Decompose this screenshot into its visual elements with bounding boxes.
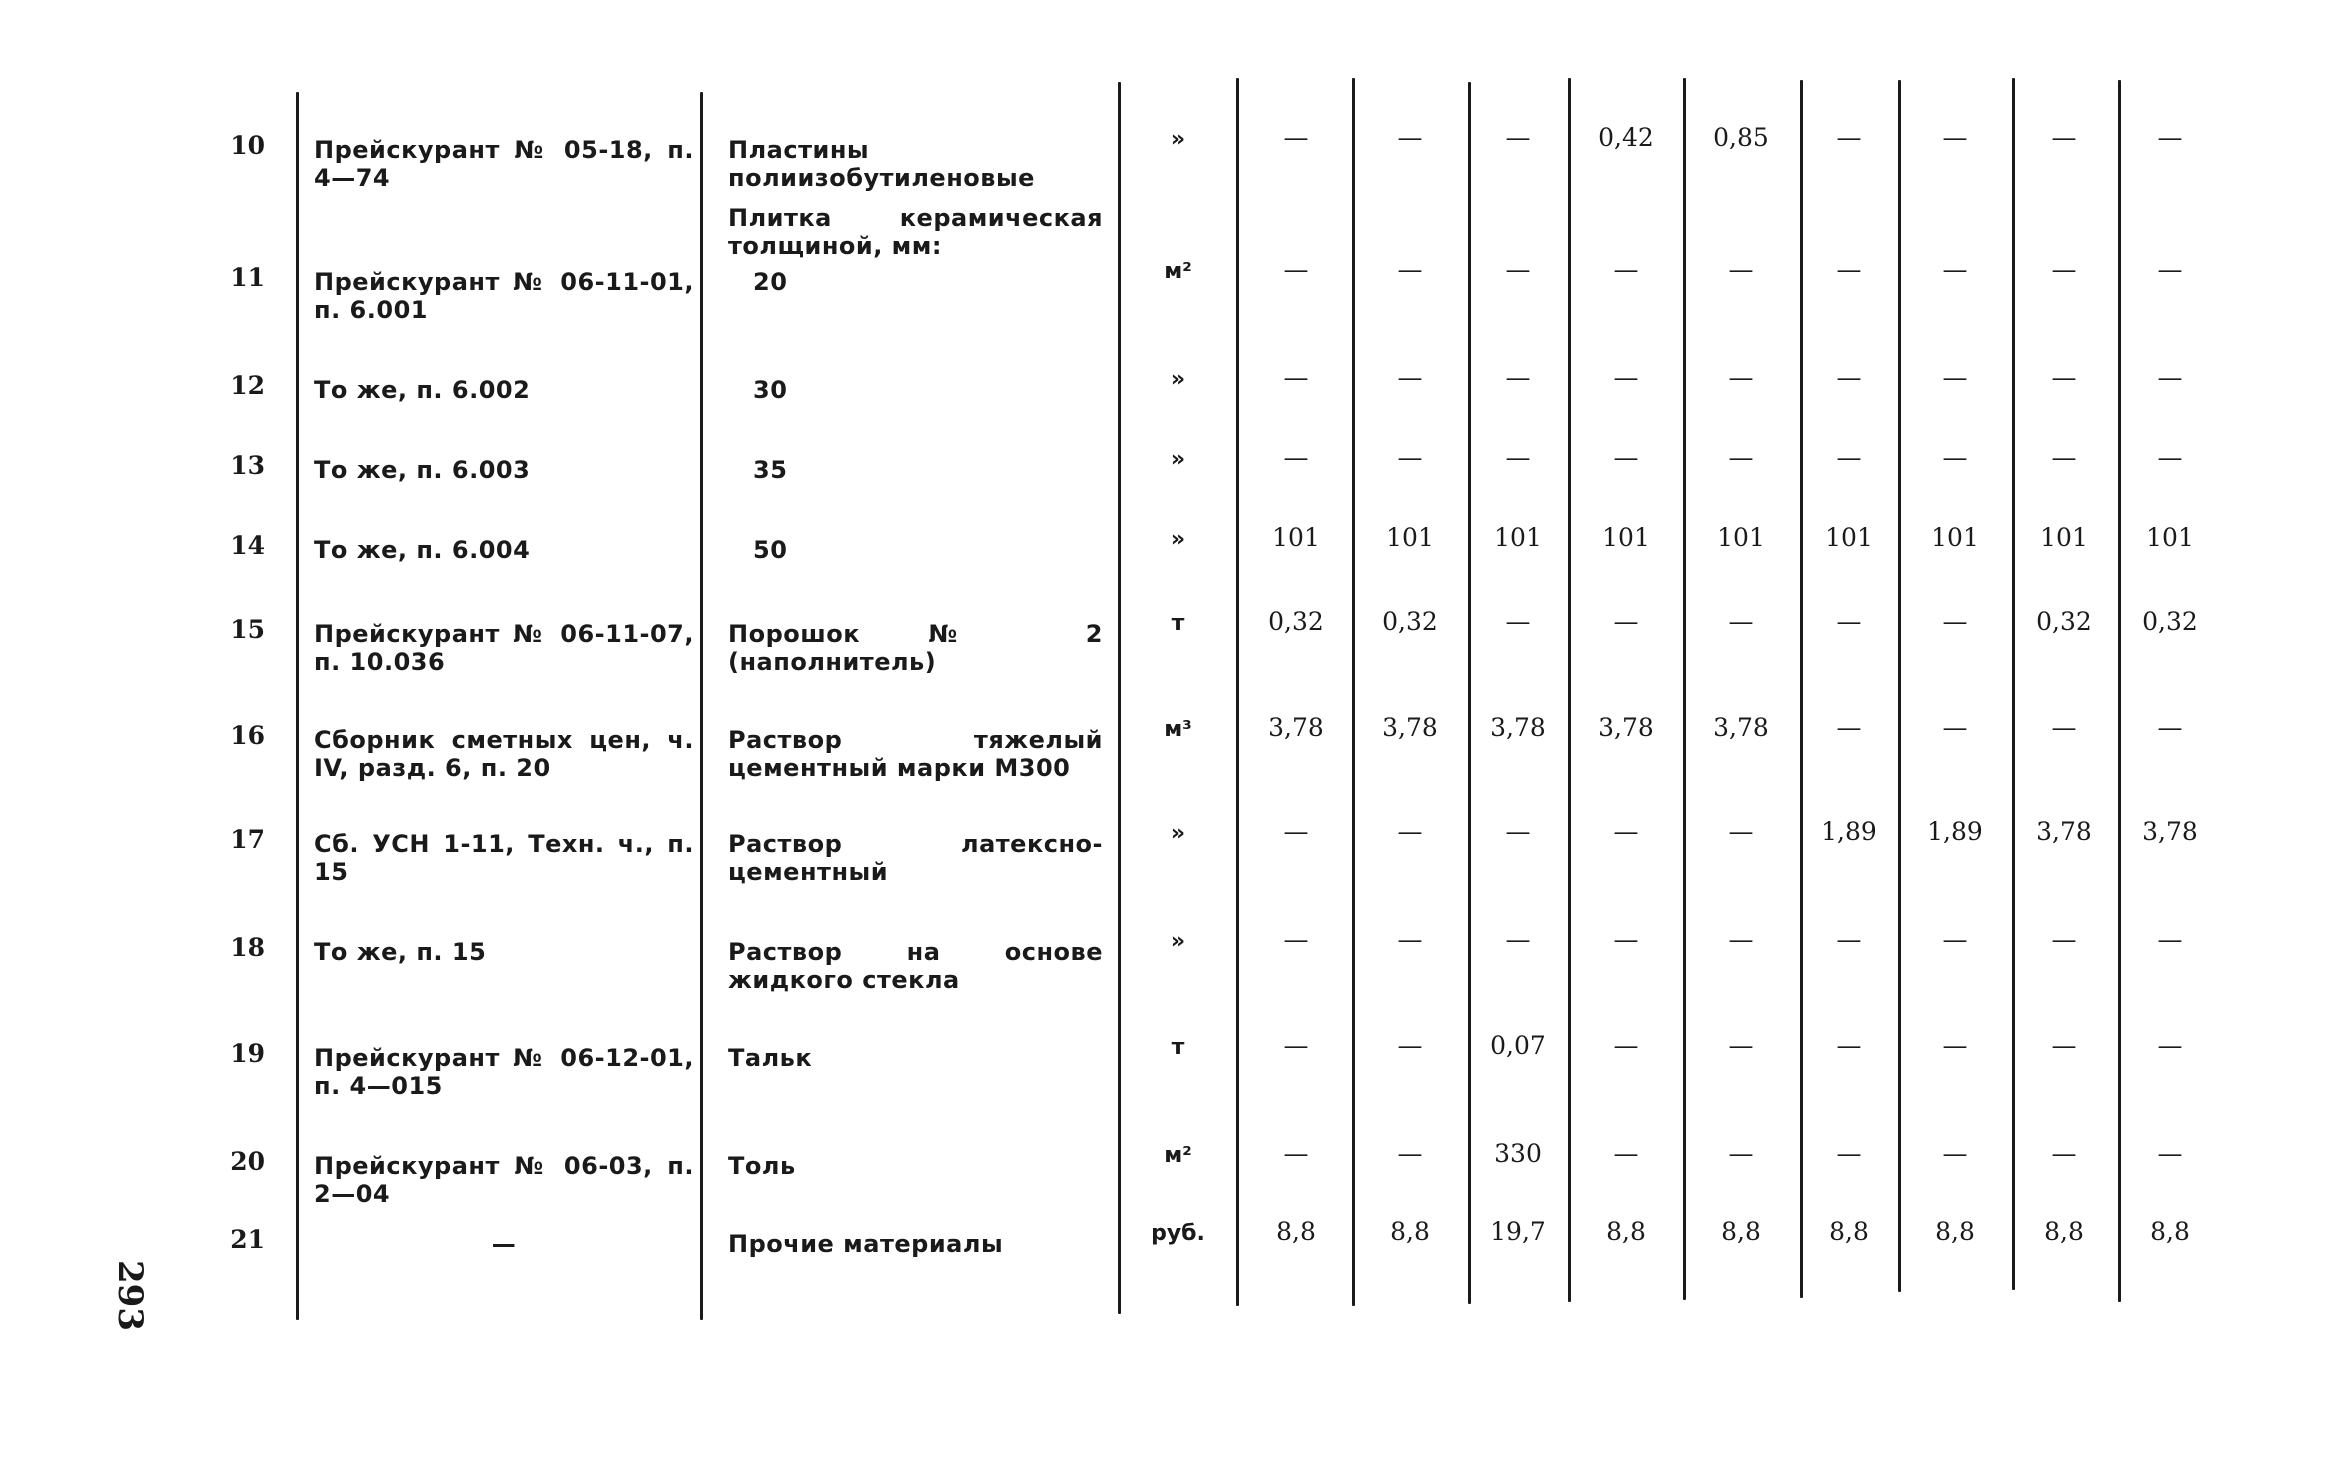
row-value: — <box>1397 1031 1423 1060</box>
row-value: — <box>1942 363 1968 392</box>
row-source: Сб. УСН 1-11, Техн. ч., п. 15 <box>314 830 694 886</box>
row-source: Сборник сметных цен, ч. IV, разд. 6, п. 20 <box>314 726 694 782</box>
row-value: — <box>1613 443 1639 472</box>
row-value: 0,85 <box>1713 123 1769 152</box>
row-number: 13 <box>230 451 265 480</box>
row-value: 3,78 <box>1490 713 1546 742</box>
row-value: — <box>1836 925 1862 954</box>
row-unit: м³ <box>1164 717 1192 742</box>
row-source: То же, п. 15 <box>314 938 487 966</box>
row-value: 1,89 <box>1927 817 1983 846</box>
row-unit: » <box>1170 527 1186 552</box>
row-value: 8,8 <box>1606 1217 1646 1246</box>
row-number: 15 <box>230 615 265 644</box>
row-value: — <box>1728 255 1754 284</box>
row-value: — <box>1836 713 1862 742</box>
row-value: 3,78 <box>1268 713 1324 742</box>
row-number: 10 <box>230 131 265 160</box>
row-value: — <box>2051 123 2077 152</box>
row-value: — <box>1942 443 1968 472</box>
rule-source <box>700 92 703 1320</box>
rule-col7 <box>2012 78 2015 1290</box>
row-material: Прочие материалы <box>728 1230 1004 1258</box>
row-value: — <box>1836 123 1862 152</box>
row-value: — <box>2051 443 2077 472</box>
row-value: — <box>1836 1031 1862 1060</box>
row-value: — <box>1942 123 1968 152</box>
row-value: — <box>1942 1139 1968 1168</box>
row-number: 21 <box>230 1225 265 1254</box>
row-value: 3,78 <box>2142 817 2198 846</box>
row-value: — <box>1728 607 1754 636</box>
row-value: — <box>1505 607 1531 636</box>
row-value: 0,42 <box>1598 123 1654 152</box>
row-value: 0,32 <box>2036 607 2092 636</box>
row-value: — <box>1728 925 1754 954</box>
row-value: 3,78 <box>1713 713 1769 742</box>
row-value: — <box>1942 713 1968 742</box>
row-value: — <box>1283 363 1309 392</box>
row-material: Толь <box>728 1152 796 1180</box>
rule-material <box>1118 82 1121 1314</box>
row-value: — <box>1836 607 1862 636</box>
row-number: 17 <box>230 825 265 854</box>
row-material: 30 <box>753 376 788 404</box>
row-value: 0,32 <box>2142 607 2198 636</box>
row-value: — <box>2157 363 2183 392</box>
row-value: — <box>1728 363 1754 392</box>
row-material: Порошок № 2 (наполнитель) <box>728 620 1103 676</box>
rule-col4 <box>1683 78 1686 1300</box>
row-value: — <box>1836 363 1862 392</box>
row-value: 101 <box>1386 523 1434 552</box>
row-number: 14 <box>230 531 265 560</box>
row-number: 19 <box>230 1039 265 1068</box>
row-value: 101 <box>1494 523 1542 552</box>
row-value: — <box>2051 363 2077 392</box>
row-material: Раствор латексно-цементный <box>728 830 1103 886</box>
row-value: — <box>1613 607 1639 636</box>
row-value: 101 <box>1602 523 1650 552</box>
row-value: — <box>2157 255 2183 284</box>
row-value: — <box>1613 1031 1639 1060</box>
rule-col8 <box>2118 80 2121 1302</box>
rule-col5 <box>1800 80 1803 1298</box>
row-value: — <box>2157 443 2183 472</box>
row-value: — <box>1728 443 1754 472</box>
row-value: 101 <box>1272 523 1320 552</box>
rule-unit <box>1236 78 1239 1306</box>
row-material: 50 <box>753 536 788 564</box>
row-value: 8,8 <box>1390 1217 1430 1246</box>
row-value: — <box>1397 817 1423 846</box>
row-number: 11 <box>230 263 265 292</box>
row-value: 8,8 <box>2044 1217 2084 1246</box>
rule-col3 <box>1568 78 1571 1302</box>
row-unit: м² <box>1164 1143 1192 1168</box>
row-value: 8,8 <box>1829 1217 1869 1246</box>
row-unit: » <box>1170 127 1186 152</box>
row-value: 101 <box>2040 523 2088 552</box>
row-value: — <box>1397 443 1423 472</box>
row-value: 101 <box>2146 523 2194 552</box>
row-value: — <box>1942 607 1968 636</box>
row-value: — <box>1505 123 1531 152</box>
row-value: 8,8 <box>2150 1217 2190 1246</box>
row-value: — <box>2157 925 2183 954</box>
row-value: — <box>2051 925 2077 954</box>
row-number: 20 <box>230 1147 265 1176</box>
row-value: 0,07 <box>1490 1031 1546 1060</box>
row-source: Прейскурант № 05-18, п. 4—74 <box>314 136 694 192</box>
row-value: — <box>1613 255 1639 284</box>
row-value: — <box>1505 255 1531 284</box>
row-source: Прейскурант № 06-03, п. 2—04 <box>314 1152 694 1208</box>
row-value: — <box>1942 255 1968 284</box>
row-value: — <box>1283 1031 1309 1060</box>
row-material: Раствор тяжелый цементный марки М300 <box>728 726 1103 782</box>
row-unit: м² <box>1164 259 1192 284</box>
row-source: То же, п. 6.004 <box>314 536 531 564</box>
row-value: 8,8 <box>1721 1217 1761 1246</box>
row-value: — <box>1613 817 1639 846</box>
row-value: — <box>1283 1139 1309 1168</box>
row-value: — <box>1728 1139 1754 1168</box>
row-value: 330 <box>1494 1139 1542 1168</box>
rule-left <box>296 92 299 1320</box>
row-material: Раствор на основе жидкого стекла <box>728 938 1103 994</box>
row-value: — <box>2051 255 2077 284</box>
row-source: То же, п. 6.002 <box>314 376 531 404</box>
row-value: — <box>1505 817 1531 846</box>
page-number: 293 <box>110 1260 150 1331</box>
rule-col1 <box>1352 78 1355 1306</box>
row-source: Прейскурант № 06-11-01, п. 6.001 <box>314 268 694 324</box>
row-value: — <box>1836 1139 1862 1168</box>
row-value: 101 <box>1717 523 1765 552</box>
row-value: — <box>1613 363 1639 392</box>
row-value: — <box>2051 1139 2077 1168</box>
row-value: — <box>1397 123 1423 152</box>
row-value: 8,8 <box>1276 1217 1316 1246</box>
row-number: 12 <box>230 371 265 400</box>
row-value: 3,78 <box>1382 713 1438 742</box>
row-unit: руб. <box>1151 1221 1205 1246</box>
row-value: — <box>2157 713 2183 742</box>
row-value: — <box>1283 817 1309 846</box>
row-number: 18 <box>230 933 265 962</box>
row-value: — <box>2051 713 2077 742</box>
row-value: — <box>1505 925 1531 954</box>
row-source: — <box>491 1230 517 1258</box>
row-unit: » <box>1170 447 1186 472</box>
row-source: Прейскурант № 06-12-01, п. 4—015 <box>314 1044 694 1100</box>
row-value: — <box>1613 1139 1639 1168</box>
row-number: 16 <box>230 721 265 750</box>
row-value: — <box>1505 363 1531 392</box>
row-material-heading: Плитка керамическая толщиной, мм: <box>728 204 1103 260</box>
row-value: — <box>1397 363 1423 392</box>
row-value: — <box>2051 1031 2077 1060</box>
row-value: 101 <box>1931 523 1979 552</box>
row-value: — <box>1397 925 1423 954</box>
row-value: 3,78 <box>2036 817 2092 846</box>
row-unit: » <box>1170 821 1186 846</box>
row-unit: т <box>1171 611 1185 636</box>
row-value: 1,89 <box>1821 817 1877 846</box>
row-unit: » <box>1170 367 1186 392</box>
row-value: — <box>2157 1031 2183 1060</box>
row-value: — <box>1397 1139 1423 1168</box>
row-source: То же, п. 6.003 <box>314 456 531 484</box>
row-value: — <box>2157 1139 2183 1168</box>
row-material: Тальк <box>728 1044 813 1072</box>
row-value: 3,78 <box>1598 713 1654 742</box>
row-value: — <box>1836 443 1862 472</box>
row-value: — <box>1283 443 1309 472</box>
row-value: 101 <box>1825 523 1873 552</box>
rule-col6 <box>1898 80 1901 1292</box>
row-source: Прейскурант № 06-11-07, п. 10.036 <box>314 620 694 676</box>
row-value: — <box>2157 123 2183 152</box>
row-value: — <box>1942 925 1968 954</box>
row-value: 8,8 <box>1935 1217 1975 1246</box>
row-material: Пластины полиизобутиленовые <box>728 136 1035 192</box>
row-value: 0,32 <box>1268 607 1324 636</box>
row-value: — <box>1283 123 1309 152</box>
row-value: — <box>1505 443 1531 472</box>
row-material: 20 <box>753 268 788 296</box>
row-value: — <box>1836 255 1862 284</box>
row-value: — <box>1728 817 1754 846</box>
row-value: — <box>1397 255 1423 284</box>
row-value: — <box>1283 255 1309 284</box>
row-value: 0,32 <box>1382 607 1438 636</box>
row-unit: т <box>1171 1035 1185 1060</box>
row-value: — <box>1942 1031 1968 1060</box>
row-material: 35 <box>753 456 788 484</box>
row-value: — <box>1613 925 1639 954</box>
row-value: — <box>1283 925 1309 954</box>
row-value: 19,7 <box>1490 1217 1546 1246</box>
row-value: — <box>1728 1031 1754 1060</box>
row-unit: » <box>1170 929 1186 954</box>
rule-col2 <box>1468 82 1471 1304</box>
